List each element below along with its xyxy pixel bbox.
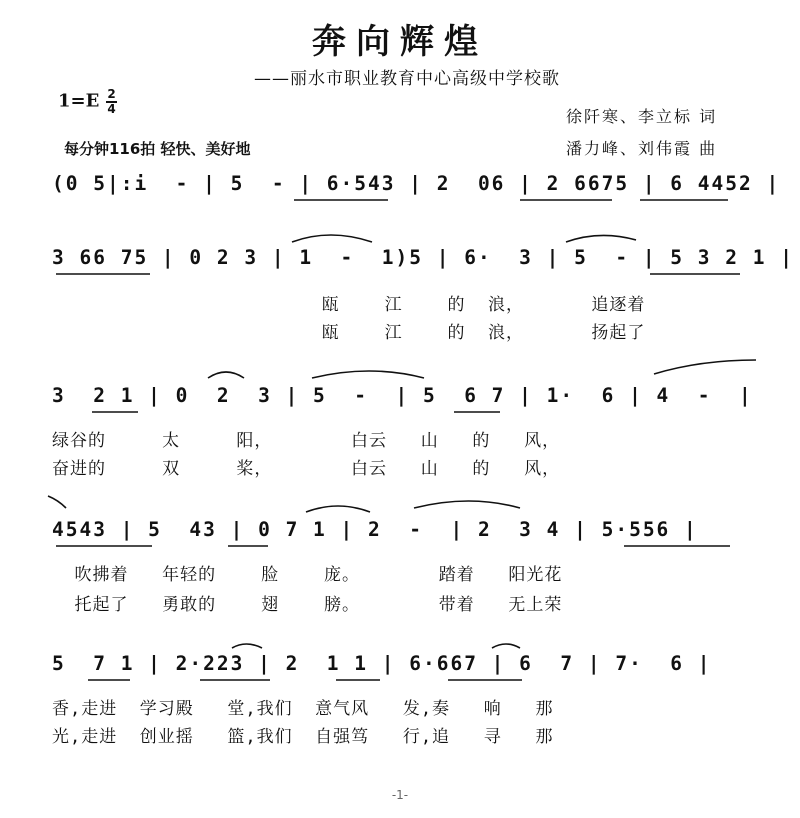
lyric-verse-2: 奋进的 双 桨， 白云 山 的 风， (52, 459, 561, 479)
tie-arc (292, 235, 372, 242)
time-signature (106, 88, 116, 116)
tie-arc (566, 235, 636, 242)
score-system-3 (52, 384, 764, 420)
key-signature (58, 88, 117, 116)
lyric-verse-2: 托起了 勇敢的 翅 膀。 带着 无上荣 (52, 595, 563, 615)
score-system-5 (52, 652, 764, 688)
score-system-1 (52, 172, 781, 208)
slur-arc (414, 501, 520, 508)
slur-arc (232, 644, 262, 648)
key-prefix: 1=E (58, 90, 100, 112)
time-denominator: 4 (107, 102, 116, 116)
notation-line: 5 7 1 | 2·223 | 2 1 1 | 6·667 | 6 7 | 7· 6 | (52, 652, 712, 675)
notation-line: (0 5|:i - | 5 - | 6·543 | 2 06 | 2 6675 | 6 4452 | (52, 172, 781, 195)
slur-arc (492, 644, 520, 648)
tempo-marking: 每分钟116拍 轻快、美好地 (64, 140, 251, 158)
slur-arc (208, 372, 244, 378)
notation-line: 3 2 1 | 0 2 3 | 5 - | 5 6 7 | 1· 6 | 4 - | (52, 384, 753, 407)
score-system-4 (52, 518, 764, 554)
slur-arc (312, 371, 424, 378)
slur-arc (306, 506, 370, 512)
notation-line: 4543 | 5 43 | 0 7 1 | 2 - | 2 3 4 | 5·556 | (52, 518, 698, 541)
score-system-2 (52, 246, 794, 282)
song-subtitle: ——丽水市职业教育中心高级中学校歌 (254, 69, 560, 89)
lyric-verse-2: 瓯 江 的 浪， 扬起了 (52, 323, 646, 343)
slur-arc (654, 360, 756, 374)
time-numerator: 2 (107, 87, 116, 101)
lyric-verse-2: 光,走进 创业摇 篮,我们 自强笃 行,追 寻 那 (52, 727, 554, 747)
lyricist-credit: 徐阡寒、李立标 词 (566, 107, 718, 126)
composer-credit: 潘力峰、刘伟霞 曲 (566, 139, 718, 158)
page-number: -1- (391, 788, 409, 802)
lyric-verse-1: 香,走进 学习殿 堂,我们 意气风 发,奏 响 那 (52, 699, 554, 719)
song-title: 奔向辉煌 (312, 22, 488, 62)
notation-line: 3 66 75 | 0 2 3 | 1 - 1)5 | 6· 3 | 5 - | 5 3 2 1 | (52, 246, 794, 269)
lyric-verse-1: 吹拂着 年轻的 脸 庞。 踏着 阳光花 (52, 565, 563, 585)
slur-arc (48, 496, 66, 508)
lyric-verse-1: 绿谷的 太 阳， 白云 山 的 风， (52, 431, 561, 451)
lyric-verse-1: 瓯 江 的 浪， 追逐着 (52, 295, 646, 315)
